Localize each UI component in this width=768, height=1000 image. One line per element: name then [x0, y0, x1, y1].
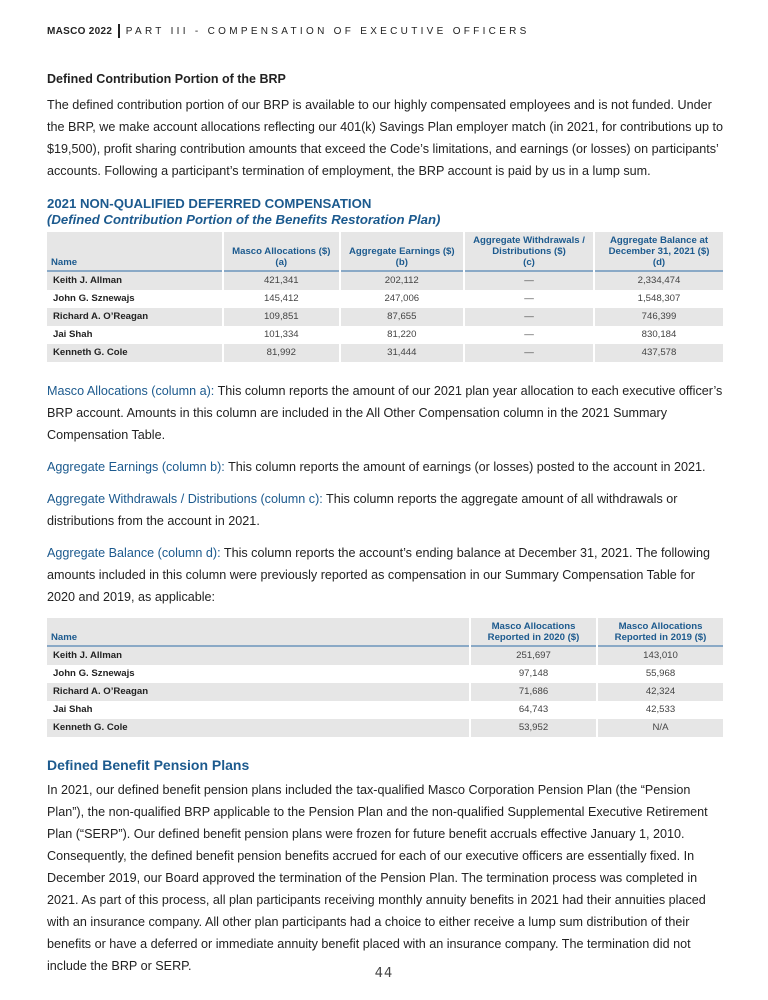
- prior-allocations-table: [45, 618, 725, 737]
- cell-name: Keith J. Allman: [47, 647, 469, 665]
- column-note: [47, 380, 723, 446]
- note-text: This column reports the amount of our 2021 plan year allocation to each executive officer’s BRP account. Amounts in this column are included in the All Other Compensation column in the 2021 Summary Compensation Table.: [47, 384, 723, 442]
- header-brand: MASCO 2022: [47, 25, 113, 37]
- table-row: [47, 344, 723, 362]
- col-header-2019: Masco Allocations Reported in 2019 ($): [598, 618, 723, 647]
- cell-value: 143,010: [598, 647, 723, 665]
- cell-name: John G. Sznewajs: [53, 293, 135, 304]
- column-note: [47, 542, 723, 608]
- cell-value: N/A: [598, 719, 723, 737]
- page-number: 44: [374, 966, 394, 981]
- note-text: This column reports the amount of earnings (or losses) posted to the account in 2021.: [224, 460, 706, 474]
- db-heading: Defined Benefit Pension Plans: [47, 757, 250, 773]
- cell-value: 97,148: [518, 668, 549, 679]
- cell-name: John G. Sznewajs: [53, 668, 135, 679]
- table-row: [47, 665, 723, 683]
- col-header-b: Aggregate Earnings ($) (b): [341, 232, 463, 272]
- dc-heading: Defined Contribution Portion of the BRP: [47, 72, 286, 86]
- cell-value: 247,006: [384, 293, 420, 304]
- cell-value: 251,697: [471, 647, 596, 665]
- cell-name: Jai Shah: [53, 329, 93, 340]
- cell-value: 87,655: [341, 308, 463, 326]
- col-header-name: Name: [47, 618, 469, 647]
- cell-value: —: [465, 308, 593, 326]
- note-label: Aggregate Withdrawals / Distributions (column c):: [47, 492, 323, 506]
- cell-value: 101,334: [263, 329, 299, 340]
- table-row: [47, 308, 723, 326]
- note-text: This column reports the aggregate amount of all withdrawals or distributions from the account in 2021.: [47, 492, 678, 528]
- cell-value: 31,444: [341, 344, 463, 362]
- cell-name: Richard A. O’Reagan: [47, 308, 222, 326]
- note-label: Aggregate Balance (column d):: [47, 546, 221, 560]
- cell-value: 109,851: [224, 308, 339, 326]
- table1-title: 2021 NON-QUALIFIED DEFERRED COMPENSATION: [47, 196, 372, 211]
- cell-name: Keith J. Allman: [47, 272, 222, 290]
- cell-name: Richard A. O’Reagan: [47, 683, 469, 701]
- table-row: [47, 683, 723, 701]
- table-row: [47, 647, 723, 665]
- cell-value: 145,412: [263, 293, 299, 304]
- cell-value: 42,533: [645, 704, 676, 715]
- table-row: [47, 719, 723, 737]
- col-header-c: Aggregate Withdrawals / Distributions ($) (c): [465, 232, 593, 272]
- note-text: This column reports the account’s ending balance at December 31, 2021. The following amounts included in this column were previously reported as compensation in our Summary Compensation Table for 2020 and 2019, as applicable:: [47, 546, 710, 604]
- table-row: [47, 290, 723, 308]
- cell-value: —: [524, 329, 534, 340]
- db-body: In 2021, our defined benefit pension plans included the tax-qualified Masco Corporation Pension Plan (the “Pension Plan”), the non-qualified BRP applicable to the Pension Plan and the non-qualified Supplemental Executive Retirement Plan (“SERP”). Our defined benefit pension plans were frozen for future benefit accruals effective January 1, 2010. Consequently, the defined benefit pension benefits accrued for each of our executive officers are essentially fixed. In December 2019, our Board approved the termination of the Pension Plan. The termination process was completed in 2021. As part of this process, all plan participants receiving monthly annuity benefits in 2021 had their annuities placed with an insurance company. All other plan participants had a choice to either receive a lump sum distribution of their benefits or have a deferred or immediate annuity benefit placed with an insurance company. The termination did not include the BRP or SERP.: [47, 783, 708, 973]
- table-row: [47, 326, 723, 344]
- col-header-d: Aggregate Balance at December 31, 2021 ($) (d): [595, 232, 723, 272]
- cell-value: 71,686: [471, 683, 596, 701]
- note-label: Masco Allocations (column a):: [47, 384, 215, 398]
- header-divider: [118, 24, 120, 38]
- cell-value: 437,578: [595, 344, 723, 362]
- cell-value: —: [524, 293, 534, 304]
- deferred-comp-table: [45, 232, 725, 362]
- cell-value: 746,399: [595, 308, 723, 326]
- cell-value: 830,184: [641, 329, 677, 340]
- cell-value: 42,324: [598, 683, 723, 701]
- col-header-2020: Masco Allocations Reported in 2020 ($): [471, 618, 596, 647]
- col-header-name: Name: [47, 232, 222, 272]
- column-note: [47, 488, 723, 532]
- header-section: PART III - COMPENSATION OF EXECUTIVE OFFICERS: [125, 25, 530, 37]
- table-row: [47, 701, 723, 719]
- cell-value: 421,341: [224, 272, 339, 290]
- running-header: [47, 24, 530, 38]
- table-row: [47, 272, 723, 290]
- cell-value: —: [465, 272, 593, 290]
- cell-value: 2,334,474: [595, 272, 723, 290]
- cell-value: 55,968: [645, 668, 676, 679]
- dc-body: The defined contribution portion of our BRP is available to our highly compensated employees and is not funded. Under the BRP, we make account allocations reflecting our 401(k) Savings Plan employer match (in 2021, for contributions up to $19,500), profit sharing contribution amounts that exceed the Code’s limitations, and earnings (or losses) on participants’ accounts. Following a participant’s termination of employment, the BRP account is paid by us in a lump sum.: [47, 98, 723, 178]
- col-header-a: Masco Allocations ($) (a): [224, 232, 339, 272]
- cell-value: 81,220: [387, 329, 417, 340]
- cell-value: 1,548,307: [637, 293, 681, 304]
- cell-name: Kenneth G. Cole: [47, 719, 469, 737]
- cell-value: —: [465, 344, 593, 362]
- cell-name: Kenneth G. Cole: [47, 344, 222, 362]
- cell-value: 53,952: [471, 719, 596, 737]
- content: [47, 72, 723, 987]
- cell-value: 81,992: [224, 344, 339, 362]
- column-note: [47, 456, 723, 478]
- note-label: Aggregate Earnings (column b):: [47, 460, 225, 474]
- cell-name: Jai Shah: [53, 704, 93, 715]
- cell-value: 202,112: [341, 272, 463, 290]
- cell-value: 64,743: [518, 704, 549, 715]
- table1-subtitle: (Defined Contribution Portion of the Benefits Restoration Plan): [47, 212, 441, 227]
